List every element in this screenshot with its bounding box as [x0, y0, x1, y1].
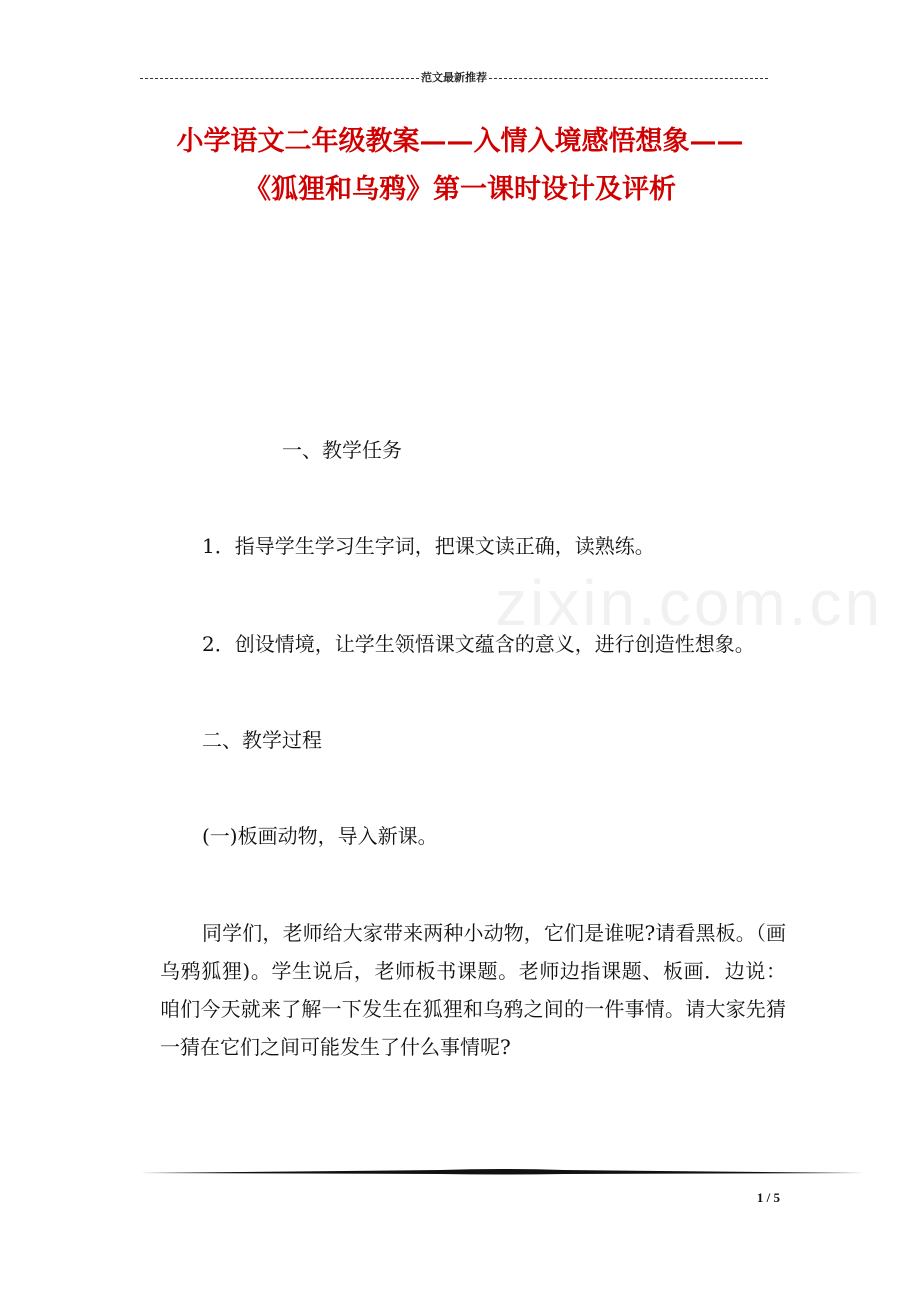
- step-1-body: 同学们，老师给大家带来两种小动物，它们是谁呢?请看黑板。（画乌鸦狐狸)。学生说后，老师板书课题。老师边指课题、板画．边说：咱们今天就来了解一下发生在狐狸和乌鸦之间的一件事情。请大家先猜一猜在它们之间可能发生了什么事情呢?: [160, 921, 786, 1059]
- page-header: [140, 68, 768, 88]
- header-label: 范文最新推荐: [421, 71, 487, 84]
- header-dash-right: [489, 78, 768, 79]
- page-number: 1 / 5: [756, 1190, 780, 1205]
- task-item-1: 1．指导学生学习生字词，把课文读正确，读熟练。: [202, 534, 655, 558]
- section-heading-tasks: 一、教学任务: [282, 438, 402, 462]
- footer-divider: [140, 1164, 864, 1176]
- document-title-line-1: 小学语文二年级教案——入情入境感悟想象——: [176, 126, 744, 157]
- header-dash-left: [140, 78, 419, 79]
- step-1-heading: (一)板画动物，导入新课。: [202, 824, 438, 848]
- section-heading-process: 二、教学过程: [202, 728, 322, 752]
- task-item-2: 2．创设情境，让学生领悟课文蕴含的意义，进行创造性想象。: [202, 632, 755, 656]
- document-title-line-2: 《狐狸和乌鸦》第一课时设计及评析: [244, 174, 676, 205]
- watermark: zixin.com.cn: [495, 567, 884, 639]
